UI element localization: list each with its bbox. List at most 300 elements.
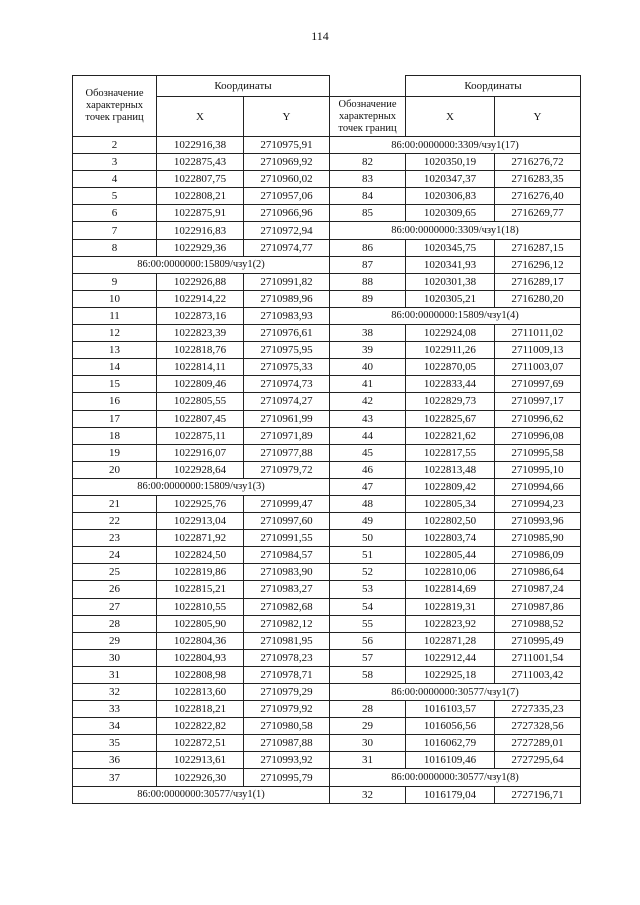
table-row — [330, 325, 581, 342]
x-coordinate: 1022809,46 — [157, 376, 244, 393]
y-coordinate: 2710988,52 — [495, 615, 581, 632]
x-header: X — [157, 97, 244, 137]
y-coordinate: 2710974,73 — [244, 376, 330, 393]
point-number: 15 — [73, 376, 157, 393]
table-row — [330, 461, 581, 478]
point-number: 13 — [73, 342, 157, 359]
section-row — [330, 684, 581, 701]
table-row — [73, 752, 330, 769]
x-coordinate: 1022819,86 — [157, 564, 244, 581]
x-coordinate: 1022813,60 — [157, 684, 244, 701]
x-coordinate: 1022810,06 — [406, 564, 495, 581]
y-coordinate: 2710969,92 — [244, 154, 330, 171]
point-number: 12 — [73, 325, 157, 342]
section-label: 86:00:0000000:30577/чзу1(1) — [73, 786, 330, 803]
y-coordinate: 2711011,02 — [495, 325, 581, 342]
table-row — [73, 444, 330, 461]
table-row — [73, 359, 330, 376]
table-row — [330, 495, 581, 512]
point-number: 48 — [330, 495, 406, 512]
x-coordinate: 1022871,92 — [157, 530, 244, 547]
point-number: 45 — [330, 444, 406, 461]
point-number: 44 — [330, 427, 406, 444]
table-row — [330, 342, 581, 359]
y-coordinate: 2710985,90 — [495, 530, 581, 547]
point-number: 89 — [330, 290, 406, 307]
point-number: 58 — [330, 666, 406, 683]
x-coordinate: 1022805,55 — [157, 393, 244, 410]
x-coordinate: 1022916,83 — [157, 222, 244, 239]
y-coordinate: 2710984,57 — [244, 547, 330, 564]
x-coordinate: 1016056,56 — [406, 718, 495, 735]
point-number: 9 — [73, 273, 157, 290]
x-coordinate: 1022872,51 — [157, 735, 244, 752]
x-header-right: X — [406, 97, 495, 137]
table-row — [330, 154, 581, 171]
x-coordinate: 1022913,61 — [157, 752, 244, 769]
x-coordinate: 1022822,82 — [157, 718, 244, 735]
x-coordinate: 1022929,36 — [157, 239, 244, 256]
y-coordinate: 2710994,23 — [495, 495, 581, 512]
coordinates-table-left — [72, 75, 330, 804]
y-coordinate: 2710997,17 — [495, 393, 581, 410]
point-number: 40 — [330, 359, 406, 376]
table-row — [73, 171, 330, 188]
point-number: 57 — [330, 649, 406, 666]
x-coordinate: 1022871,28 — [406, 632, 495, 649]
point-number: 19 — [73, 444, 157, 461]
point-number: 32 — [73, 684, 157, 701]
point-number: 88 — [330, 273, 406, 290]
x-coordinate: 1022829,73 — [406, 393, 495, 410]
x-coordinate: 1020345,75 — [406, 239, 495, 256]
table-row — [73, 598, 330, 615]
table-row — [73, 684, 330, 701]
x-coordinate: 1022824,50 — [157, 547, 244, 564]
x-coordinate: 1022823,92 — [406, 615, 495, 632]
point-number: 29 — [330, 718, 406, 735]
x-coordinate: 1020350,19 — [406, 154, 495, 171]
section-label: 86:00:0000000:30577/чзу1(8) — [330, 769, 581, 786]
point-number: 4 — [73, 171, 157, 188]
x-coordinate: 1022875,91 — [157, 205, 244, 222]
y-coordinate: 2710989,96 — [244, 290, 330, 307]
table-row — [73, 137, 330, 154]
point-number: 18 — [73, 427, 157, 444]
x-coordinate: 1022814,69 — [406, 581, 495, 598]
y-coordinate: 2710966,96 — [244, 205, 330, 222]
table-row — [330, 666, 581, 683]
x-coordinate: 1022913,04 — [157, 513, 244, 530]
table-row — [73, 513, 330, 530]
x-coordinate: 1022925,18 — [406, 666, 495, 683]
x-coordinate: 1022916,07 — [157, 444, 244, 461]
point-number: 7 — [73, 222, 157, 239]
x-coordinate: 1022810,55 — [157, 598, 244, 615]
table-row — [330, 735, 581, 752]
table-row — [73, 581, 330, 598]
table-row — [330, 376, 581, 393]
table-row — [330, 701, 581, 718]
x-coordinate: 1022914,22 — [157, 290, 244, 307]
point-label-header-right: Обозначение характерных точек границ — [330, 97, 406, 137]
table-row — [330, 273, 581, 290]
x-coordinate: 1022818,21 — [157, 701, 244, 718]
table-row — [73, 666, 330, 683]
section-row — [330, 769, 581, 786]
point-number: 43 — [330, 410, 406, 427]
point-number: 52 — [330, 564, 406, 581]
table-row — [330, 513, 581, 530]
table-row — [73, 205, 330, 222]
point-number: 87 — [330, 256, 406, 273]
point-number: 47 — [330, 478, 406, 495]
point-number: 29 — [73, 632, 157, 649]
x-coordinate: 1022821,62 — [406, 427, 495, 444]
x-coordinate: 1022808,21 — [157, 188, 244, 205]
point-number: 31 — [330, 752, 406, 769]
point-number: 38 — [330, 325, 406, 342]
table-row — [330, 598, 581, 615]
table-row — [330, 632, 581, 649]
y-coordinate: 2716287,15 — [495, 239, 581, 256]
x-coordinate: 1022805,34 — [406, 495, 495, 512]
table-row — [330, 530, 581, 547]
table-row — [73, 427, 330, 444]
y-coordinate: 2710976,61 — [244, 325, 330, 342]
section-label: 86:00:0000000:3309/чзу1(17) — [330, 137, 581, 154]
table-row — [330, 649, 581, 666]
y-coordinate: 2710957,06 — [244, 188, 330, 205]
y-coordinate: 2711001,54 — [495, 649, 581, 666]
table-row — [330, 786, 581, 803]
section-label: 86:00:0000000:15809/чзу1(3) — [73, 478, 330, 495]
x-coordinate: 1022926,30 — [157, 769, 244, 786]
y-coordinate: 2716283,35 — [495, 171, 581, 188]
table-row — [73, 325, 330, 342]
point-number: 55 — [330, 615, 406, 632]
table-row — [330, 444, 581, 461]
y-coordinate: 2710975,33 — [244, 359, 330, 376]
table-row — [73, 547, 330, 564]
x-coordinate: 1022825,67 — [406, 410, 495, 427]
point-number: 28 — [73, 615, 157, 632]
y-coordinate: 2710975,91 — [244, 137, 330, 154]
x-coordinate: 1022805,90 — [157, 615, 244, 632]
table-row — [330, 205, 581, 222]
x-coordinate: 1020305,21 — [406, 290, 495, 307]
table-row — [73, 735, 330, 752]
point-number: 28 — [330, 701, 406, 718]
table-row — [73, 615, 330, 632]
x-coordinate: 1022873,16 — [157, 307, 244, 324]
x-coordinate: 1016062,79 — [406, 735, 495, 752]
x-coordinate: 1022815,21 — [157, 581, 244, 598]
table-row — [73, 222, 330, 239]
y-coordinate: 2710995,10 — [495, 461, 581, 478]
x-coordinate: 1016103,57 — [406, 701, 495, 718]
y-coordinate: 2710981,95 — [244, 632, 330, 649]
x-coordinate: 1022833,44 — [406, 376, 495, 393]
x-coordinate: 1022911,26 — [406, 342, 495, 359]
y-header: Y — [244, 97, 330, 137]
table-row — [330, 256, 581, 273]
section-row — [73, 256, 330, 273]
y-coordinate: 2710974,77 — [244, 239, 330, 256]
coordinates-table-right — [329, 75, 581, 804]
table-row — [73, 632, 330, 649]
y-coordinate: 2711003,42 — [495, 666, 581, 683]
y-coordinate: 2716280,20 — [495, 290, 581, 307]
y-coordinate: 2710982,68 — [244, 598, 330, 615]
point-number: 37 — [73, 769, 157, 786]
table-row — [73, 769, 330, 786]
x-coordinate: 1022819,31 — [406, 598, 495, 615]
y-coordinate: 2710993,92 — [244, 752, 330, 769]
y-coordinate: 2710977,88 — [244, 444, 330, 461]
y-coordinate: 2710997,69 — [495, 376, 581, 393]
table-row — [330, 359, 581, 376]
point-number: 50 — [330, 530, 406, 547]
x-coordinate: 1022805,44 — [406, 547, 495, 564]
point-number: 17 — [73, 410, 157, 427]
table-row — [330, 718, 581, 735]
x-coordinate: 1022813,48 — [406, 461, 495, 478]
point-number: 14 — [73, 359, 157, 376]
point-number: 49 — [330, 513, 406, 530]
y-coordinate: 2710995,58 — [495, 444, 581, 461]
x-coordinate: 1022875,11 — [157, 427, 244, 444]
table-row — [330, 752, 581, 769]
x-coordinate: 1022804,93 — [157, 649, 244, 666]
y-coordinate: 2716289,17 — [495, 273, 581, 290]
table-row — [330, 478, 581, 495]
table-row — [73, 461, 330, 478]
x-coordinate: 1020301,38 — [406, 273, 495, 290]
y-coordinate: 2710978,23 — [244, 649, 330, 666]
x-coordinate: 1022807,45 — [157, 410, 244, 427]
point-number: 54 — [330, 598, 406, 615]
table-row — [330, 547, 581, 564]
point-number: 83 — [330, 171, 406, 188]
y-coordinate: 2710994,66 — [495, 478, 581, 495]
table-row — [330, 393, 581, 410]
coordinates-header: Координаты — [157, 76, 330, 97]
section-row — [73, 478, 330, 495]
section-row — [330, 137, 581, 154]
table-row — [73, 154, 330, 171]
point-number: 35 — [73, 735, 157, 752]
point-number: 51 — [330, 547, 406, 564]
point-number: 36 — [73, 752, 157, 769]
point-number: 2 — [73, 137, 157, 154]
table-row — [73, 290, 330, 307]
table-row — [73, 273, 330, 290]
point-number: 24 — [73, 547, 157, 564]
x-coordinate: 1022818,76 — [157, 342, 244, 359]
y-coordinate: 2710982,12 — [244, 615, 330, 632]
coordinates-header-right: Координаты — [406, 76, 581, 97]
point-number: 23 — [73, 530, 157, 547]
y-coordinate: 2710996,62 — [495, 410, 581, 427]
point-number: 84 — [330, 188, 406, 205]
x-coordinate: 1020341,93 — [406, 256, 495, 273]
point-number: 86 — [330, 239, 406, 256]
section-label: 86:00:0000000:15809/чзу1(4) — [330, 307, 581, 324]
x-coordinate: 1022926,88 — [157, 273, 244, 290]
x-coordinate: 1022875,43 — [157, 154, 244, 171]
point-number: 22 — [73, 513, 157, 530]
point-number: 5 — [73, 188, 157, 205]
x-coordinate: 1016109,46 — [406, 752, 495, 769]
table-row — [73, 564, 330, 581]
table-row — [330, 290, 581, 307]
table-row — [73, 495, 330, 512]
x-coordinate: 1022817,55 — [406, 444, 495, 461]
table-row — [73, 393, 330, 410]
x-coordinate: 1022808,98 — [157, 666, 244, 683]
point-number: 30 — [73, 649, 157, 666]
point-number: 31 — [73, 666, 157, 683]
y-coordinate: 2710983,93 — [244, 307, 330, 324]
section-row — [330, 307, 581, 324]
section-label: 86:00:0000000:30577/чзу1(7) — [330, 684, 581, 701]
y-coordinate: 2710983,27 — [244, 581, 330, 598]
y-coordinate: 2727196,71 — [495, 786, 581, 803]
y-coordinate: 2710971,89 — [244, 427, 330, 444]
x-coordinate: 1022924,08 — [406, 325, 495, 342]
point-number: 56 — [330, 632, 406, 649]
section-row — [73, 786, 330, 803]
x-coordinate: 1020306,83 — [406, 188, 495, 205]
table-row — [330, 410, 581, 427]
table-row — [330, 427, 581, 444]
y-coordinate: 2716269,77 — [495, 205, 581, 222]
y-coordinate: 2710979,92 — [244, 701, 330, 718]
y-coordinate: 2710975,95 — [244, 342, 330, 359]
table-row — [73, 718, 330, 735]
y-coordinate: 2727328,56 — [495, 718, 581, 735]
point-number: 53 — [330, 581, 406, 598]
y-coordinate: 2710972,94 — [244, 222, 330, 239]
y-header-right: Y — [495, 97, 581, 137]
page-number: 114 — [311, 29, 329, 43]
x-coordinate: 1022814,11 — [157, 359, 244, 376]
section-label: 86:00:0000000:15809/чзу1(2) — [73, 256, 330, 273]
y-coordinate: 2710978,71 — [244, 666, 330, 683]
x-coordinate: 1022912,44 — [406, 649, 495, 666]
point-number: 30 — [330, 735, 406, 752]
x-coordinate: 1022916,38 — [157, 137, 244, 154]
point-number: 41 — [330, 376, 406, 393]
x-coordinate: 1016179,04 — [406, 786, 495, 803]
point-number: 33 — [73, 701, 157, 718]
point-number: 27 — [73, 598, 157, 615]
y-coordinate: 2710979,29 — [244, 684, 330, 701]
table-row — [330, 615, 581, 632]
x-coordinate: 1022870,05 — [406, 359, 495, 376]
y-coordinate: 2727295,64 — [495, 752, 581, 769]
y-coordinate: 2710987,88 — [244, 735, 330, 752]
y-coordinate: 2710980,58 — [244, 718, 330, 735]
y-coordinate: 2710961,99 — [244, 410, 330, 427]
table-row — [73, 342, 330, 359]
x-coordinate: 1022823,39 — [157, 325, 244, 342]
point-label-header: Обозначение характерных точек границ — [73, 76, 157, 137]
point-number: 10 — [73, 290, 157, 307]
x-coordinate: 1022925,76 — [157, 495, 244, 512]
y-coordinate: 2710960,02 — [244, 171, 330, 188]
y-coordinate: 2710995,49 — [495, 632, 581, 649]
y-coordinate: 2710983,90 — [244, 564, 330, 581]
table-row — [330, 239, 581, 256]
y-coordinate: 2710991,82 — [244, 273, 330, 290]
point-number: 26 — [73, 581, 157, 598]
x-coordinate: 1022928,64 — [157, 461, 244, 478]
table-row — [73, 410, 330, 427]
section-row — [330, 222, 581, 239]
y-coordinate: 2710999,47 — [244, 495, 330, 512]
y-coordinate: 2711003,07 — [495, 359, 581, 376]
y-coordinate: 2710993,96 — [495, 513, 581, 530]
y-coordinate: 2710979,72 — [244, 461, 330, 478]
point-number: 39 — [330, 342, 406, 359]
x-coordinate: 1022807,75 — [157, 171, 244, 188]
point-number: 8 — [73, 239, 157, 256]
y-coordinate: 2716276,72 — [495, 154, 581, 171]
point-number: 3 — [73, 154, 157, 171]
table-row — [73, 530, 330, 547]
x-coordinate: 1022803,74 — [406, 530, 495, 547]
y-coordinate: 2710997,60 — [244, 513, 330, 530]
y-coordinate: 2710987,86 — [495, 598, 581, 615]
section-label: 86:00:0000000:3309/чзу1(18) — [330, 222, 581, 239]
point-number: 82 — [330, 154, 406, 171]
y-coordinate: 2710987,24 — [495, 581, 581, 598]
x-coordinate: 1020347,37 — [406, 171, 495, 188]
x-coordinate: 1022802,50 — [406, 513, 495, 530]
point-number: 32 — [330, 786, 406, 803]
y-coordinate: 2716276,40 — [495, 188, 581, 205]
y-coordinate: 2710991,55 — [244, 530, 330, 547]
point-number: 34 — [73, 718, 157, 735]
point-number: 11 — [73, 307, 157, 324]
y-coordinate: 2710986,64 — [495, 564, 581, 581]
point-number: 20 — [73, 461, 157, 478]
point-number: 85 — [330, 205, 406, 222]
point-number: 16 — [73, 393, 157, 410]
table-row — [330, 564, 581, 581]
y-coordinate: 2716296,12 — [495, 256, 581, 273]
table-row — [73, 307, 330, 324]
x-coordinate: 1022809,42 — [406, 478, 495, 495]
table-row — [73, 376, 330, 393]
table-row — [73, 188, 330, 205]
x-coordinate: 1020309,65 — [406, 205, 495, 222]
y-coordinate: 2710974,27 — [244, 393, 330, 410]
point-number: 21 — [73, 495, 157, 512]
table-row — [330, 188, 581, 205]
y-coordinate: 2710995,79 — [244, 769, 330, 786]
table-row — [73, 239, 330, 256]
point-number: 6 — [73, 205, 157, 222]
point-number: 25 — [73, 564, 157, 581]
table-row — [330, 581, 581, 598]
y-coordinate: 2711009,13 — [495, 342, 581, 359]
x-coordinate: 1022804,36 — [157, 632, 244, 649]
y-coordinate: 2710986,09 — [495, 547, 581, 564]
table-row — [73, 649, 330, 666]
